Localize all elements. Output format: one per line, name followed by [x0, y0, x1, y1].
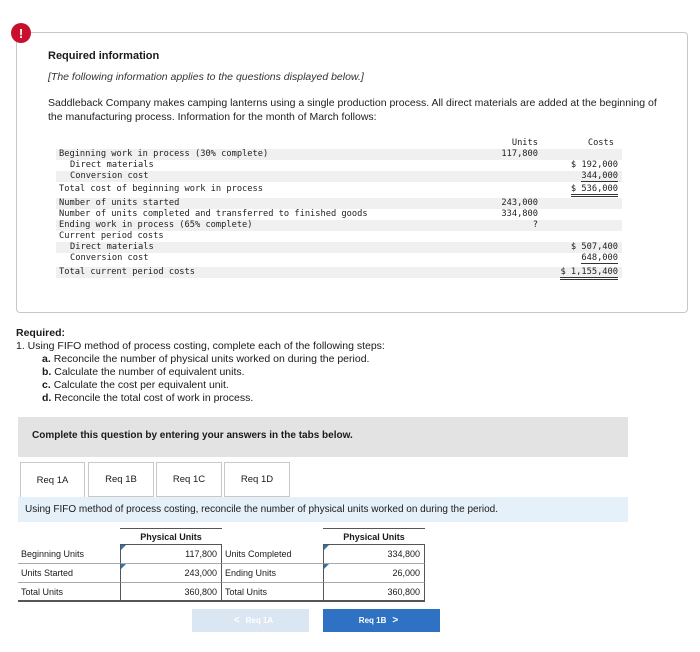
tab-req-1b[interactable]: Req 1B [88, 462, 154, 497]
beginning-units-input[interactable]: 117,800 [120, 545, 222, 564]
required-step-a: a. Reconcile the number of physical units worked on during the period. [42, 353, 370, 365]
required-title: Required: [16, 327, 66, 339]
total-units-right-value: 360,800 [323, 583, 425, 602]
table-row: Current period costs [59, 231, 164, 241]
row-label-beginning-units: Beginning Units [18, 545, 120, 564]
table-row: Number of units started 243,000 [56, 198, 622, 209]
row-label-total-units-right: Total Units [222, 583, 323, 602]
ending-units-input[interactable]: 26,000 [323, 564, 425, 583]
required-section [16, 327, 385, 405]
physical-units-header-right: Physical Units [323, 528, 425, 545]
row-label-units-started: Units Started [18, 564, 120, 583]
complete-instructions: Complete this question by entering your answers in the tabs below. [32, 430, 353, 441]
table-row: Direct materials $ 507,400 [56, 242, 622, 253]
required-step-b: b. Calculate the number of equivalent units. [42, 366, 245, 378]
total-units-left-value: 360,800 [120, 583, 222, 602]
info-paragraph: Saddleback Company makes camping lanterns using a single production process. All direct materials are added at the beginning of the manufacturing process. Information for the month of March follows: [48, 97, 657, 123]
chevron-right-icon: > [392, 615, 399, 626]
tab-req-1d[interactable]: Req 1D [224, 462, 290, 497]
table-row: Conversion cost 344,000 [56, 171, 622, 182]
required-information-box [16, 32, 688, 313]
required-step-c: c. Calculate the cost per equivalent unit. [42, 379, 229, 391]
question-instruction: Using FIFO method of process costing, reconcile the number of physical units worked on during the period. [25, 504, 499, 515]
table-row: Number of units completed and transferred to finished goods 334,800 [59, 209, 538, 219]
table-row: Total cost of beginning work in process $ 536,000 [56, 184, 622, 195]
info-subtitle: [The following information applies to the questions displayed below.] [48, 71, 364, 83]
row-label-units-completed: Units Completed [222, 545, 323, 564]
required-item-1: 1. Using FIFO method of process costing, complete each of the following steps: [16, 340, 385, 352]
units-header: Units [511, 138, 538, 148]
chevron-left-icon: < [233, 615, 240, 626]
table-row: Direct materials $ 192,000 [70, 160, 618, 170]
instructions-banner [18, 417, 628, 457]
table-row: Ending work in process (65% complete) ? [56, 220, 622, 231]
alert-icon: ! [11, 23, 31, 43]
row-label-total-units-left: Total Units [18, 583, 120, 602]
table-row: Total current period costs $ 1,155,400 [56, 267, 622, 278]
tab-req-1c[interactable]: Req 1C [156, 462, 222, 497]
units-completed-input[interactable]: 334,800 [323, 545, 425, 564]
table-row: Conversion cost 648,000 [70, 253, 618, 263]
prev-req-1a-button[interactable]: < Req 1A [192, 609, 309, 632]
required-step-d: d. Reconcile the total cost of work in process. [42, 392, 254, 404]
table-row: Beginning work in process (30% complete) 117,800 [56, 149, 622, 160]
physical-units-header-left: Physical Units [120, 528, 222, 545]
tab-req-1a[interactable]: Req 1A [20, 462, 85, 498]
row-label-ending-units: Ending Units [222, 564, 323, 583]
info-title: Required information [48, 50, 160, 62]
question-instruction-bar [18, 497, 628, 522]
costs-header: Costs [587, 138, 614, 148]
next-req-1b-button[interactable]: Req 1B > [323, 609, 440, 632]
units-started-input[interactable]: 243,000 [120, 564, 222, 583]
